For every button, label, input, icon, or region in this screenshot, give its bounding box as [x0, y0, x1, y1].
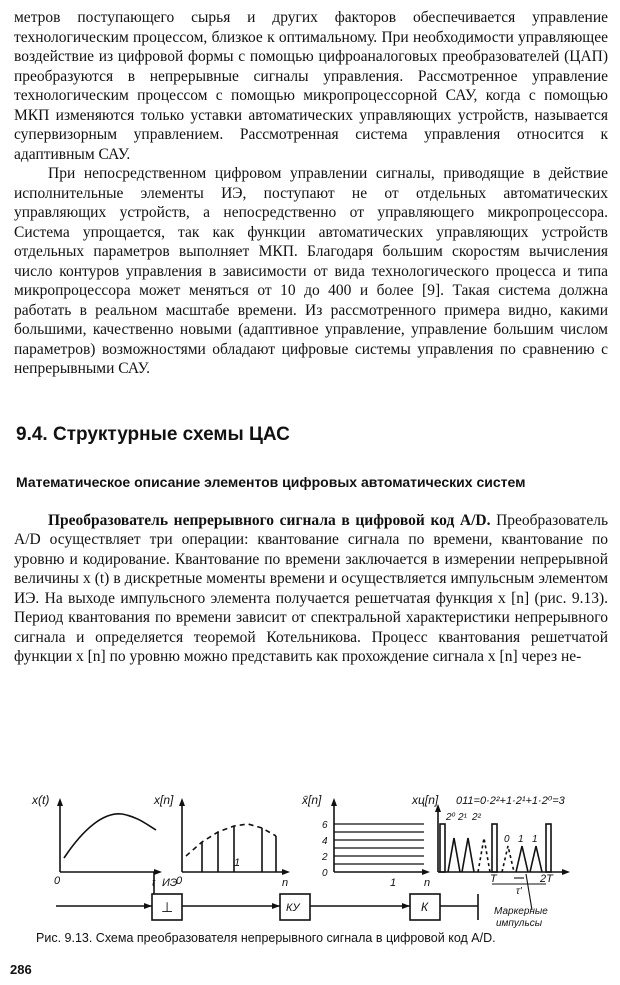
mark-one: 1: [234, 857, 241, 869]
axis-n-label-3: n: [424, 877, 431, 889]
origin-2: 0: [176, 875, 183, 887]
code-pulse-zero: [478, 838, 490, 872]
graph1-label: x(t): [32, 793, 50, 807]
page-text: [14, 8, 608, 667]
marker-pulse: [546, 824, 551, 872]
period-2T: 2T: [540, 873, 553, 885]
marker-pulse: [440, 824, 445, 872]
graph3-label: x̄[n]: [302, 793, 322, 807]
level-2: 2: [322, 852, 328, 863]
bit-1: 1: [518, 834, 524, 845]
figure-9-13: [26, 790, 606, 930]
origin-1: 0: [54, 875, 61, 887]
continuous-signal-curve: [64, 814, 156, 858]
paragraph-3-body: Преобразователь A/D осуществляет три операции: квантование сигнала по времени, квантование по уровню и кодирование. Квантование по времени заключается в измерении непрерывной величины x (t) в дискретные моменты времени и осуществляется импульсным элементом ИЭ. На выходе импульсного элемента получается решетчатая функция x [n] (рис. 9.13). Период квантования по времени зависит от спектральной характеристики непрерывного сигнала и определяется теоремой Котельникова. Процесс квантования решетчатой функции x [n] по уровню можно представить как прохождение сигнала x [n] через не-: [14, 511, 609, 665]
converter-diagram: [26, 790, 606, 930]
block-ku: КУ: [286, 902, 300, 914]
paragraph-2: При непосредственном цифровом управлении сигналы, приводящие в действие исполнительные элементы ИЭ, поступают не от отдельных автоматических управляющих устройств, а непосредственно от управляющего микропроцессора. Система упрощается, так как функции автоматических управляющих устройств отдельных параметров выполняет МКП. Благодаря большим скоростям вычисления число контуров управления в зависимости от вида технологического процесса и типа микропроцессора может меняться от 10 до 400 и более [9]. Такая система должна работать в реальном масштабе времени. Из рассмотренного примера видно, какими большими, качественно новыми (адаптивное управление, управление большим числом параметров) возможностями обладают цифровые системы управления по сравнению с непрерывными САУ.: [14, 165, 608, 377]
graph4-label: xц[n]: [412, 793, 439, 807]
paragraph-1: метров поступающего сырья и других факторов обеспечивается управление технологическим процессом, близкое к оптимальному. При необходимости управляющее воздействие из цифровой формы с помощью цифроаналоговых преобразователей (ЦАП) преобразуются в непрерывные сигналы управления. Рассмотренное управление технологическим процессом с помощью микропроцессорной САУ, когда с помощью МКП изменяются только уставки автоматических управляющих устройств, называется супервизорным управлением. Рассмотренная система управления относится к адаптивным САУ.: [14, 9, 608, 163]
period-T: T: [490, 873, 497, 885]
marker-pulse: [492, 824, 497, 872]
marker-label-2: импульсы: [496, 918, 543, 929]
subsection-heading: Математическое описание элементов цифровых автоматических систем: [16, 473, 526, 490]
level-4: 4: [322, 836, 328, 847]
level-0: 0: [322, 868, 328, 879]
paragraph-3: [14, 511, 608, 667]
block-k: К: [421, 900, 429, 914]
ie-label: ИЭ: [162, 877, 178, 889]
power-2: 2²: [472, 812, 481, 823]
runin-heading: Преобразователь непрерывного сигнала в цифровой код A/D.: [48, 511, 491, 529]
marker-label-1: Маркерные: [494, 906, 548, 917]
level-6: 6: [322, 820, 328, 831]
tau-label: τ': [516, 886, 522, 897]
bit-0: 0: [504, 834, 510, 845]
graph2-label: x[n]: [154, 793, 174, 807]
code-pulses-2: [516, 846, 542, 872]
page-number: 286: [10, 962, 32, 977]
code-formula: 011=0·2²+1·2¹+1·2⁰=3: [456, 795, 565, 807]
axis-n-label-2: n: [282, 877, 289, 889]
level-one: 1: [390, 877, 397, 889]
section-heading: 9.4. Структурные схемы ЦАС: [16, 423, 290, 445]
power-1: 2¹: [458, 812, 467, 823]
block-sampler: ⊥: [161, 899, 174, 915]
figure-caption: Рис. 9.13. Схема преобразователя непрерывного сигнала в цифровой код A/D.: [36, 931, 496, 945]
axis-t-label: t: [152, 877, 156, 889]
bit-2: 1: [532, 834, 538, 845]
code-pulses-1: [448, 838, 474, 872]
power-0: 2⁰: [446, 812, 456, 823]
code-pulse-zero: [502, 846, 514, 872]
